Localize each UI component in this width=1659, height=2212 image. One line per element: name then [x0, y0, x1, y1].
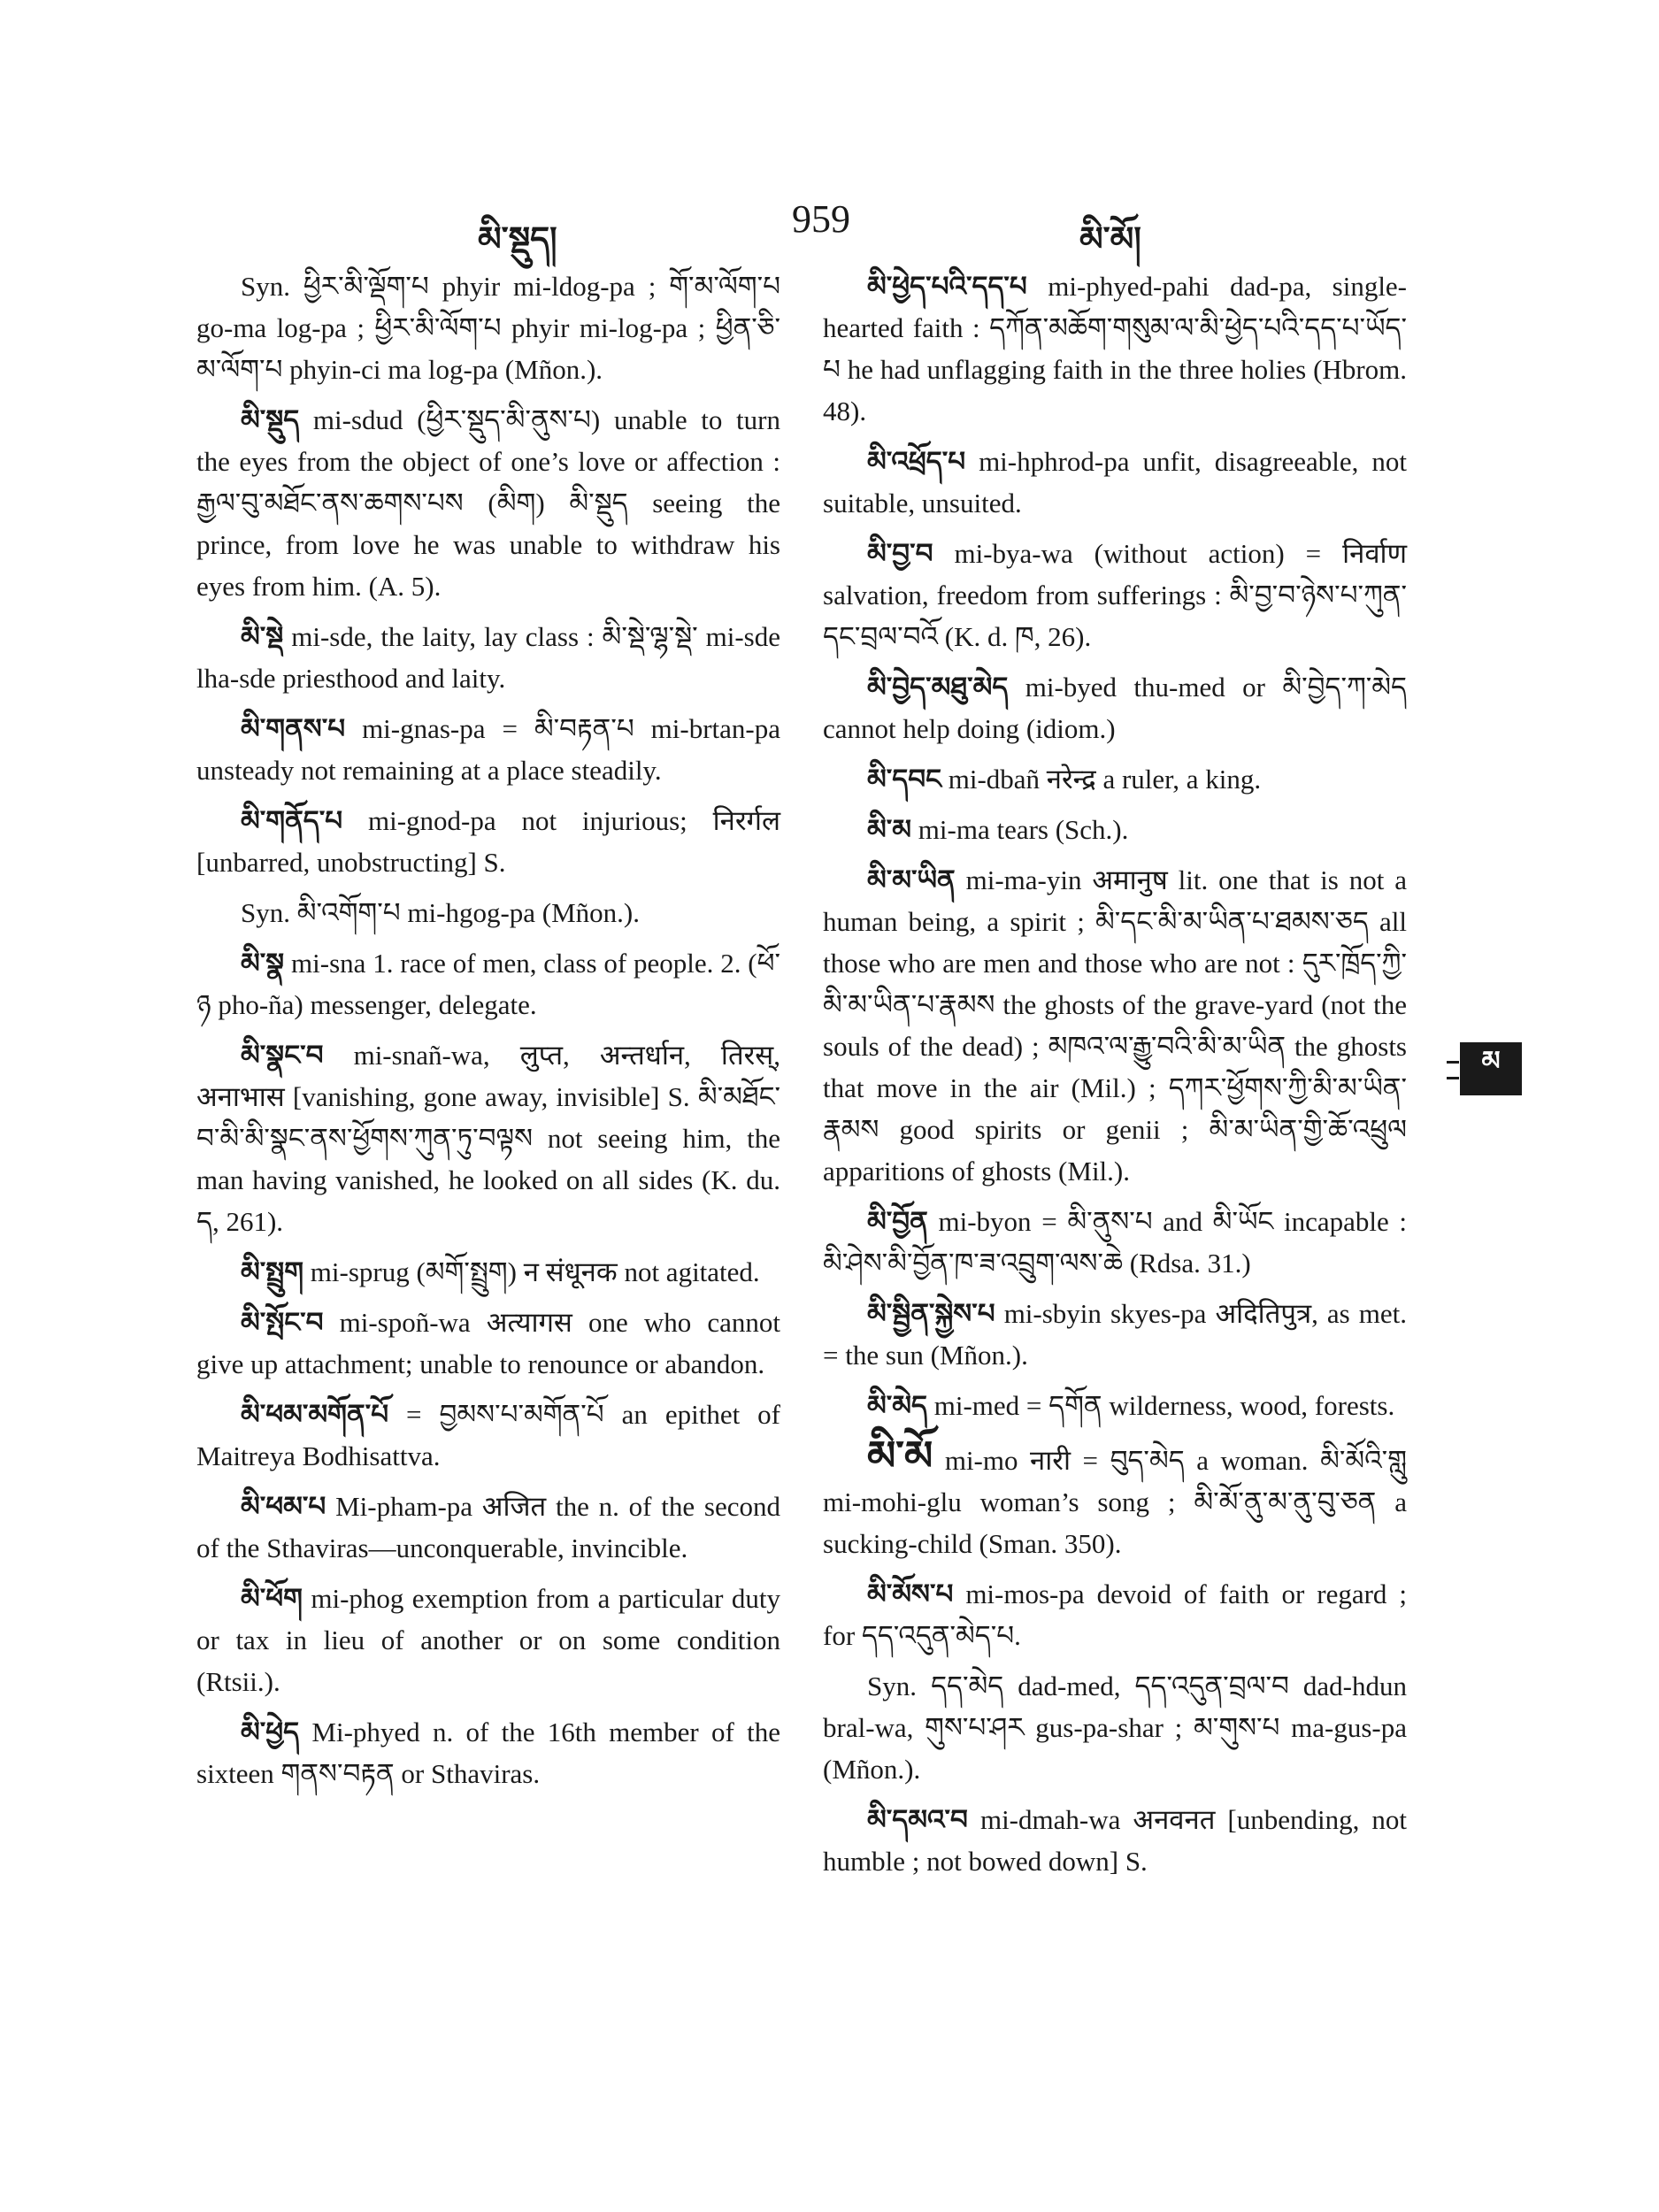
- left-column: [196, 265, 780, 1803]
- dictionary-entry: [196, 708, 780, 791]
- entry-text: mi-bya-wa (without action) = निर्वाण salvation, freedom from sufferings : མི་བྱ་བ་ཉེས་པ་ཀུན་དང་བྲལ་བའོ (K. d. ཁ, 26).: [823, 538, 1407, 652]
- entry-text: mi-gnas-pa = མི་བརྟན་པ mi-brtan-pa unsteady not remaining at a place steadily.: [196, 713, 781, 786]
- entry-headword: མི་མོ: [867, 1433, 933, 1479]
- entry-text: mi-hphrod-pa unfit, disagreeable, not suitable, unsuited.: [823, 446, 1408, 518]
- entry-headword: མི་གནོད་པ: [241, 805, 343, 836]
- dictionary-entry: [196, 892, 780, 933]
- entry-text: mi-sna 1. race of men, class of people. 2. (ཕོ་ཉ pho-ña) messenger, delegate.: [196, 948, 781, 1020]
- entry-text: mi-dmah-wa अनवनत [unbending, not humble ; not bowed down] S.: [823, 1804, 1408, 1877]
- dictionary-entry: [823, 859, 1407, 1192]
- entry-headword: མི་ཕྱེད་པའི་དད་པ: [867, 271, 1027, 302]
- dictionary-entry: [196, 942, 780, 1025]
- entry-text: mi-ma-yin अमानुष lit. one that is not a human being, a spirit ; མི་དང་མི་མ་ཡིན་པ་ཐམས་ཅད all those who are men and those who are not : དུར་ཁྲོད་ཀྱི་མི་མ་ཡིན་པ་རྣམས the ghosts of the grave-yard (not the souls of the dead) ; མཁའ་ལ་རྒྱུ་བའི་མི་མ་ཡིན the ghosts that move in the air (Mil.) ; དཀར་ཕྱོགས་ཀྱི་མི་མ་ཡིན་རྣམས good spirits or genii ; མི་མ་ཡིན་གྱི་ཆོ་འཕྲུལ apparitions of ghosts (Mil.).: [823, 864, 1407, 1187]
- thumb-index-letter: མ: [1481, 1046, 1501, 1077]
- entry-headword: མི་བྱ་བ: [867, 538, 933, 569]
- entry-text: Syn. དད་མེད dad-med, དད་འདུན་བྲལ་བ dad-hdun bral-wa, གུས་པ་ཤར gus-pa-shar ; མ་གུས་པ ma-gus-pa (Mñon.).: [823, 1671, 1407, 1785]
- entry-text: mi-phyed-pahi dad-pa, single-hearted faith : དཀོན་མཆོག་གསུམ་ལ་མི་ཕྱེད་པའི་དད་པ་ཡོད་པ he had unflagging faith in the three holies (Hbrom. 48).: [823, 271, 1408, 426]
- entry-text: Syn. མི་འགོག་པ mi-hgog-pa (Mñon.).: [241, 897, 640, 928]
- entry-headword: མི་བྱེད་མཐུ་མེད: [867, 672, 1009, 703]
- left-guide-word: མི་སྡུད།: [478, 219, 557, 258]
- entry-headword: མི་མེད: [867, 1390, 927, 1421]
- dictionary-entry: [823, 1573, 1407, 1656]
- entry-text: mi-byed thu-med or མི་བྱེད་ཀ་མེད cannot help doing (idiom.): [823, 672, 1408, 744]
- dictionary-entry: [823, 1385, 1407, 1426]
- dictionary-entry: [823, 533, 1407, 657]
- entry-text: mi-snañ-wa, लुप्त, अन्तर्धान, तिरस्, अनाभास [vanishing, gone away, invisible] S. མི་མཐོང་བ་མི་མི་སྣང་ནས་ཕྱོགས་ཀུན་ཏུ་བལྟས not seeing him, the man having vanished, he looked on all sides (K. du. ད, 261).: [196, 1040, 780, 1237]
- entry-text: mi-ma tears (Sch.).: [918, 814, 1129, 845]
- entry-headword: མི་བྱོན: [867, 1206, 928, 1237]
- dictionary-entry: [823, 1201, 1407, 1284]
- thumb-index-tab: [1460, 1042, 1522, 1095]
- entry-text: Mi-pham-pa अजित the n. of the second of the Sthaviras—unconquerable, invincible.: [196, 1491, 780, 1563]
- dictionary-entry: [823, 441, 1407, 524]
- dictionary-entry: [196, 616, 780, 699]
- page-header: [0, 196, 1659, 258]
- entry-headword: མི་ཕོག: [241, 1583, 303, 1614]
- entry-text: mi-gnod-pa not injurious; निरर्गल [unbarred, unobstructing] S.: [196, 805, 781, 878]
- entry-headword: མི་ཕམ་མགོན་པོ: [241, 1399, 389, 1430]
- entry-text: = བྱམས་པ་མགོན་པོ an epithet of Maitreya Bodhisattva.: [196, 1399, 780, 1471]
- entry-headword: མི་སྤོང་བ: [241, 1307, 324, 1338]
- dictionary-entry: [196, 1034, 780, 1242]
- entry-text: mi-sbyin skyes-pa अदितिपुत्र, as met. = the sun (Mñon.).: [823, 1298, 1407, 1371]
- entry-text: mi-sdud (ཕྱིར་སྡུད་མི་ནུས་པ) unable to turn the eyes from the object of one’s love or affection : རྒྱལ་བུ་མཐོང་ནས་ཆགས་པས (མིག) མི་སྡུད seeing the prince, from love he was unable to withdraw his eyes from him. (A. 5).: [196, 404, 780, 602]
- entry-text: mi-med = དགོན wilderness, wood, forests.: [933, 1390, 1395, 1421]
- entry-text: Mi-phyed n. of the 16th member of the sixteen གནས་བརྟན or Sthaviras.: [196, 1717, 780, 1789]
- entry-headword: མི་མ་ཡིན: [867, 864, 956, 895]
- dictionary-entry: [823, 1293, 1407, 1376]
- dictionary-entry: [196, 1486, 780, 1569]
- entry-text: mi-mo नारी = བུད་མེད a woman. མི་མོའི་གླུ mi-mohi-glu woman’s song ; མི་མོ་ནུ་མ་ནུ་བུ་ཅན a sucking-child (Sman. 350).: [823, 1445, 1408, 1559]
- entry-headword: མི་ཕྱེད: [241, 1717, 300, 1747]
- dictionary-entry: [823, 809, 1407, 850]
- entry-headword: མི་སྣ: [241, 948, 285, 979]
- entry-headword: མི་མ: [867, 814, 912, 845]
- entry-headword: མི་སྤྲུག: [241, 1256, 304, 1287]
- dictionary-entry: [196, 1578, 780, 1702]
- dictionary-entry: [196, 800, 780, 883]
- entry-headword: མི་སྡུད: [241, 404, 300, 435]
- entry-text: mi-mos-pa devoid of faith or regard ; for དད་འདུན་མེད་པ.: [823, 1578, 1407, 1651]
- entry-text: mi-phog exemption from a particular duty or tax in lieu of another or on some condition (Rtsii.).: [196, 1583, 780, 1697]
- entry-headword: མི་སྦྱིན་སྐྱེས་པ: [867, 1298, 995, 1329]
- entry-text: Syn. ཕྱིར་མི་ལྡོག་པ phyir mi-ldog-pa ; གོ་མ་ལོག་པ go-ma log-pa ; ཕྱིར་མི་ལོག་པ phyir mi-log-pa ; ཕྱིན་ཅི་མ་ལོག་པ phyin-ci ma log-pa (Mñon.).: [196, 271, 780, 385]
- dictionary-entry: [196, 1251, 780, 1293]
- entry-text: mi-byon = མི་ནུས་པ and མི་ཡོང incapable : མི་ཤེས་མི་བྱོན་ཁ་ཟ་འབྲུག་ལས་ཆེ (Rdsa. 31.): [823, 1206, 1408, 1279]
- dictionary-entry: [196, 1302, 780, 1385]
- page-number: 959: [792, 197, 850, 241]
- right-guide-word: མི་མོ།: [1079, 219, 1141, 258]
- entry-headword: མི་མོས་པ: [867, 1578, 954, 1609]
- dictionary-entry: [196, 399, 780, 607]
- dictionary-entry: [196, 265, 780, 390]
- entry-headword: མི་གནས་པ: [241, 713, 346, 744]
- dictionary-entry: [823, 758, 1407, 800]
- entry-text: mi-dbañ नरेन्द्र a ruler, a king.: [948, 764, 1262, 795]
- entry-headword: མི་འཕྲོད་པ: [867, 446, 966, 477]
- entry-headword: མི་དབང: [867, 764, 941, 795]
- dictionary-entry: [823, 265, 1407, 432]
- dictionary-entry: [196, 1394, 780, 1477]
- dictionary-entry: [823, 666, 1407, 749]
- entry-text: mi-sde, the laity, lay class : མི་སྡེ་ལྷ་སྡེ་ mi-sde lha-sde priesthood and laity.: [196, 621, 781, 694]
- dictionary-entry: [823, 1799, 1407, 1882]
- entry-text: mi-sprug (མགོ་སྤྲུག) न संधूनक not agitated.: [310, 1256, 760, 1287]
- dictionary-entry-section-head: [823, 1435, 1407, 1564]
- entry-headword: མི་དམའ་བ: [867, 1804, 968, 1835]
- entry-headword: མི་སྡེ: [241, 621, 284, 652]
- dictionary-entry: [823, 1665, 1407, 1790]
- entry-headword: མི་ཕམ་པ: [241, 1491, 326, 1522]
- dictionary-entry: [196, 1711, 780, 1794]
- entry-headword: མི་སྣང་བ: [241, 1040, 324, 1071]
- right-column: [823, 265, 1407, 1891]
- entry-text: mi-spoñ-wa अत्यागस one who cannot give up attachment; unable to renounce or abandon.: [196, 1307, 781, 1379]
